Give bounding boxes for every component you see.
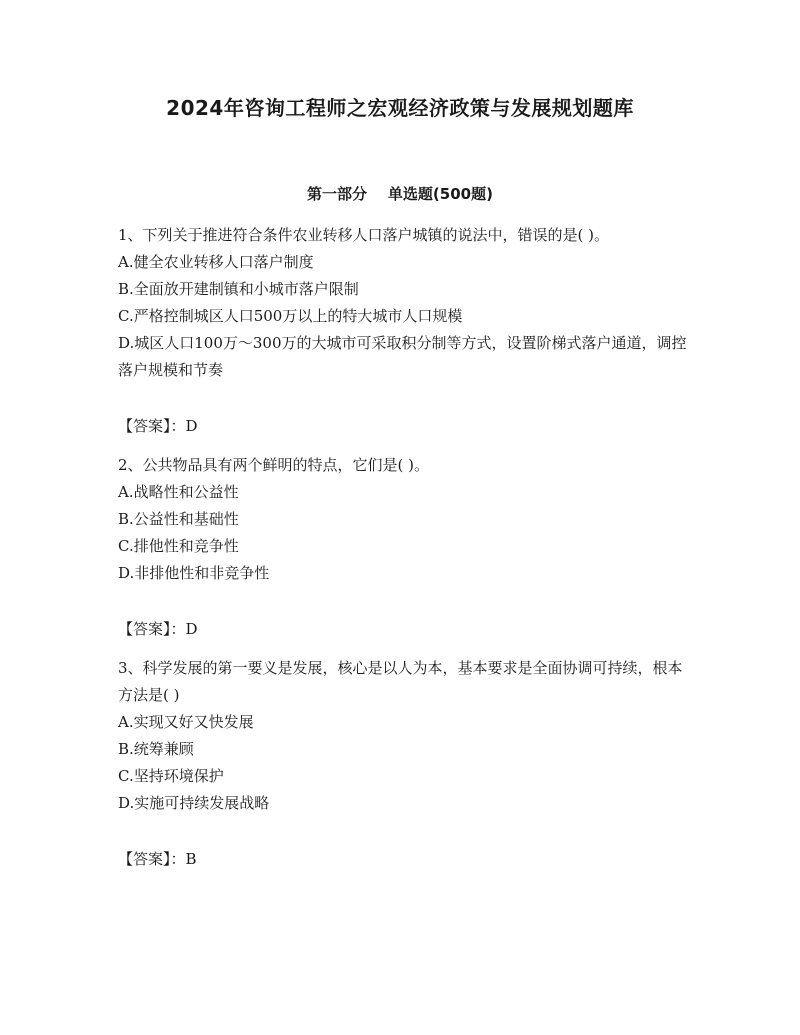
option-a: A.健全农业转移人口落户制度 — [118, 253, 314, 271]
option-b: B.公益性和基础性 — [118, 510, 239, 528]
option-b: B.全面放开建制镇和小城市落户限制 — [118, 280, 359, 298]
option-b: B.统筹兼顾 — [118, 740, 194, 758]
question-stem: 1、下列关于推进符合条件农业转移人口落户城镇的说法中，错误的是( )。 — [118, 226, 610, 244]
option-c: C.坚持环境保护 — [118, 767, 224, 785]
question-stem: 2、公共物品具有两个鲜明的特点，它们是( )。 — [118, 456, 430, 474]
option-d: D.城区人口100万～300万的大城市可采取积分制等方式，设置阶梯式落户通道，调控落户规模和节奏 — [118, 334, 687, 379]
question-stem: 3、科学发展的第一要义是发展，核心是以人为本，基本要求是全面协调可持续，根本方法是( ) — [118, 659, 683, 704]
question-list — [118, 222, 688, 885]
option-c: C.排他性和竞争性 — [118, 537, 239, 555]
document-title: 2024年咨询工程师之宏观经济政策与发展规划题库 — [166, 96, 634, 120]
answer-label: 【答案】：D — [118, 620, 198, 638]
section-title: 第一部分 单选题(500题) — [307, 185, 493, 203]
question-2 — [118, 452, 688, 643]
option-a: A.战略性和公益性 — [118, 483, 239, 501]
question-1 — [118, 222, 688, 440]
option-d: D.实施可持续发展战略 — [118, 794, 270, 812]
option-c: C.严格控制城区人口500万以上的特大城市人口规模 — [118, 307, 463, 325]
option-a: A.实现又好又快发展 — [118, 713, 254, 731]
answer-label: 【答案】：D — [118, 417, 198, 435]
option-d: D.非排他性和非竞争性 — [118, 564, 270, 582]
question-3 — [118, 655, 688, 873]
answer-label: 【答案】：B — [118, 850, 197, 868]
